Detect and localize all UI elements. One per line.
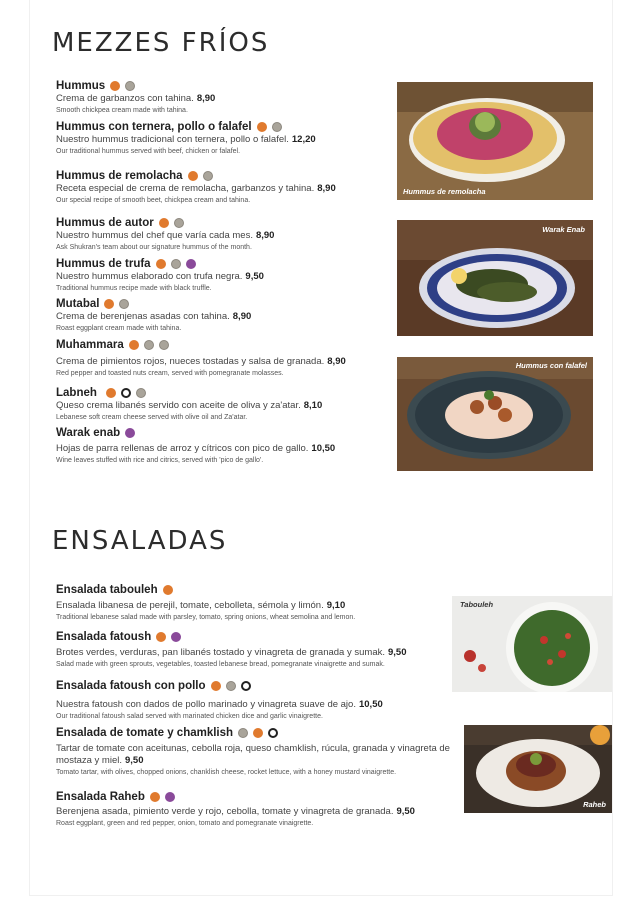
photo-label: Hummus con falafel — [515, 361, 587, 370]
item-price: 10,50 — [311, 443, 336, 454]
photo-label: Raheb — [583, 800, 606, 809]
item-price: 8,90 — [327, 356, 346, 367]
item-desc-es: Receta especial de crema de remolacha, garbanzos y tahina. — [56, 183, 315, 194]
item-name: Hummus de trufa — [56, 258, 151, 270]
item-name: Warak enab — [56, 427, 121, 439]
item-price: 10,50 — [358, 699, 383, 710]
item-desc-es: Berenjena asada, pimiento verde y rojo, cebolla, tomate y vinagreta de granada. — [56, 806, 394, 817]
allergen-nuts-icon — [226, 681, 236, 691]
allergen-mustard-icon — [253, 728, 263, 738]
item-name: Labneh — [56, 387, 97, 399]
item-desc-en: Wine leaves stuffed with rice and citrics, served with 'pico de gallo'. — [56, 457, 264, 464]
item-desc-en: Roast eggplant, green and red pepper, onion, tomato and pomegranate vinaigrette. — [56, 820, 314, 827]
allergen-nuts-icon — [272, 122, 282, 132]
item-price: 8,90 — [317, 183, 336, 194]
item-price: 12,20 — [291, 134, 316, 145]
allergen-nuts-icon — [174, 218, 184, 228]
item-desc-es: Crema de pimientos rojos, nueces tostadas y salsa de granada. — [56, 356, 325, 367]
item-desc-es: Queso crema libanés servido con aceite de oliva y za'atar. — [56, 400, 301, 411]
allergen-gluten-icon — [163, 585, 173, 595]
item-price: 8,90 — [255, 230, 275, 241]
item-price: 9,10 — [326, 600, 346, 611]
item-name: Hummus de autor — [56, 217, 154, 229]
item-desc-en: Salad made with green sprouts, vegetables, toasted lebanese bread, pomegranate vinaigrette and sumak. — [56, 661, 385, 668]
photo-label: Tabouleh — [460, 600, 494, 609]
allergen-sulfites-icon — [125, 428, 135, 438]
section-title-ensaladas: ENSALADAS — [52, 526, 228, 556]
item-desc-es: Ensalada libanesa de perejil, tomate, cebolleta, sémola y limón. — [56, 600, 324, 611]
photo-warak-enab — [397, 220, 593, 336]
item-desc-en: Our traditional fatoush salad served with marinated chicken dice and garlic vinaigrette. — [56, 713, 323, 720]
item-desc-es: Nuestro hummus del chef que varía cada mes. — [56, 230, 253, 241]
item-price: 8,90 — [232, 311, 252, 322]
item-price: 9,50 — [125, 755, 144, 766]
item-desc-en: Our special recipe of smooth beet, chickpea cream and tahina. — [56, 197, 251, 204]
allergen-gluten-icon — [159, 340, 169, 350]
photo-label: Warak Enab — [542, 225, 585, 234]
hummus-falafel-illustration — [397, 357, 593, 471]
allergen-nuts-icon — [203, 171, 213, 181]
item-desc-en: Tomato tartar, with olives, chopped onions, chanklish cheese, rocket lettuce, with a honey mustard vinaigrette. — [56, 769, 397, 776]
allergen-sesame-icon — [150, 792, 160, 802]
item-name: Ensalada de tomate y chamklish — [56, 727, 234, 739]
allergen-sesame-icon — [110, 81, 120, 91]
item-name: Hummus de remolacha — [56, 170, 183, 182]
item-desc-es: Nuestro hummus elaborado con trufa negra. — [56, 271, 243, 282]
allergen-sesame-icon — [257, 122, 267, 132]
allergen-sesame-icon — [156, 259, 166, 269]
allergen-sulfites-icon — [165, 792, 175, 802]
allergen-gluten-icon — [156, 632, 166, 642]
item-price: 9,50 — [245, 271, 264, 282]
item-desc-en: Red pepper and toasted nuts cream, served with pomegranate molasses. — [56, 370, 284, 377]
item-desc-es: Hojas de parra rellenas de arroz y cítricos con pico de gallo. — [56, 443, 309, 454]
allergen-milk-icon — [268, 728, 278, 738]
menu-item-fatoush — [56, 631, 486, 669]
item-name: Ensalada Raheb — [56, 791, 145, 803]
menu-item-raheb — [56, 791, 486, 828]
photo-tabouleh — [452, 596, 612, 692]
item-desc-es: Crema de garbanzos con tahina. — [56, 93, 194, 104]
photo-raheb — [464, 725, 612, 813]
menu-item-tabouleh — [56, 584, 486, 622]
item-price: 8,10 — [303, 400, 323, 411]
allergen-nuts-icon — [119, 299, 129, 309]
photo-hummus-falafel — [397, 357, 593, 471]
allergen-sulfites-icon — [171, 632, 181, 642]
item-name: Mutabal — [56, 298, 100, 310]
allergen-nuts-icon — [136, 388, 146, 398]
item-desc-es: Brotes verdes, verduras, pan libanés tostado y vinagreta de granada y sumak. — [56, 647, 385, 658]
allergen-gluten-icon — [211, 681, 221, 691]
item-name: Hummus — [56, 80, 106, 92]
allergen-nuts-icon — [125, 81, 135, 91]
warak-enab-illustration — [397, 220, 593, 336]
item-desc-es: Nuestro hummus tradicional con ternera, pollo o falafel. — [56, 134, 289, 145]
item-desc-en: Smooth chickpea cream made with tahina. — [56, 107, 188, 114]
item-desc-es: Tartar de tomate con aceitunas, cebolla roja, queso chamklish, rúcula, granada y vinagreta de mostaza y miel. — [56, 743, 450, 766]
allergen-sesame-icon — [159, 218, 169, 228]
menu-item-fatoush-pollo — [56, 680, 486, 721]
item-price: 9,50 — [396, 806, 415, 817]
item-desc-en: Our traditional hummus served with beef, chicken or falafel. — [56, 148, 241, 155]
allergen-milk-icon — [121, 388, 131, 398]
photo-label: Hummus de remolacha — [403, 187, 486, 196]
item-desc-es: Nuestra fatoush con dados de pollo marinado y vinagreta suave de ajo. — [56, 699, 356, 710]
item-desc-en: Lebanese soft cream cheese served with olive oil and Za'atar. — [56, 414, 248, 421]
menu-item-tomate-chamklish — [56, 727, 466, 777]
allergen-sesame-icon — [104, 299, 114, 309]
item-desc-en: Ask Shukran's team about our signature hummus of the month. — [56, 244, 252, 251]
item-name: Hummus con ternera, pollo o falafel — [56, 121, 252, 133]
menu-page — [30, 0, 612, 895]
item-price: 8,90 — [196, 93, 216, 104]
allergen-sesame-icon — [129, 340, 139, 350]
photo-hummus-remolacha — [397, 82, 593, 200]
section-title-mezzes: MEZZES FRÍOS — [52, 28, 270, 58]
item-name: Ensalada tabouleh — [56, 584, 158, 596]
allergen-nuts-icon — [144, 340, 154, 350]
item-desc-en: Traditional lebanese salad made with parsley, tomato, spring onions, wheat semolina and lemon. — [56, 614, 356, 621]
allergen-nuts-icon — [238, 728, 248, 738]
item-price: 9,50 — [388, 647, 407, 658]
hummus-remolacha-illustration — [397, 82, 593, 200]
allergen-sulfites-icon — [186, 259, 196, 269]
item-desc-es: Crema de berenjenas asadas con tahina. — [56, 311, 230, 322]
item-desc-en: Traditional hummus recipe made with black truffle. — [56, 285, 212, 292]
allergen-sesame-icon — [188, 171, 198, 181]
item-name: Ensalada fatoush con pollo — [56, 680, 206, 692]
item-name: Muhammara — [56, 339, 124, 351]
tabouleh-illustration — [452, 596, 612, 692]
allergen-sesame-icon — [106, 388, 116, 398]
allergen-milk-icon — [241, 681, 251, 691]
item-name: Ensalada fatoush — [56, 631, 152, 643]
item-desc-en: Roast eggplant cream made with tahina. — [56, 325, 182, 332]
allergen-nuts-icon — [171, 259, 181, 269]
